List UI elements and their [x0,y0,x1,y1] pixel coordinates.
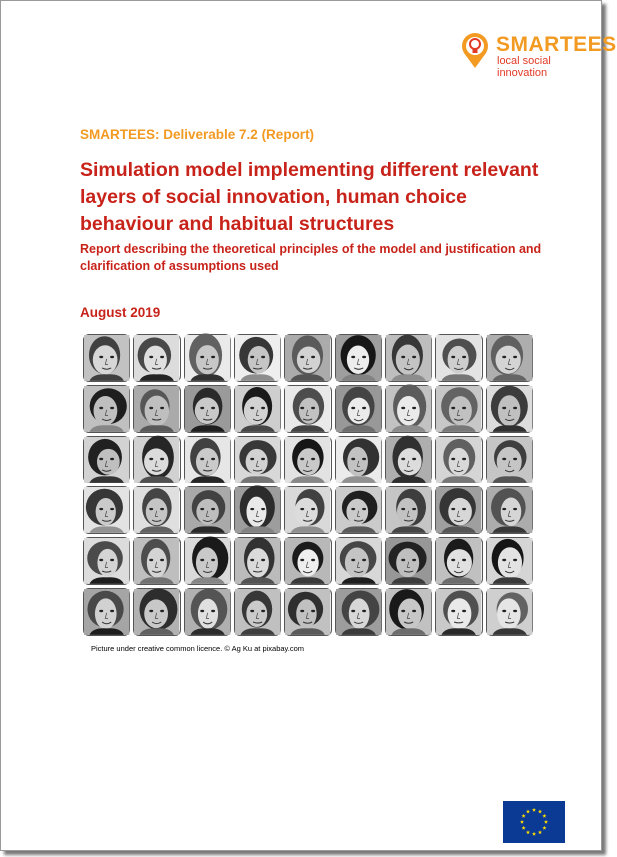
portrait-collage [83,334,533,636]
portrait-tile [184,537,231,585]
portrait-tile [83,385,130,433]
eu-star [526,830,530,834]
portrait-tile [83,436,130,484]
portrait-tile [385,385,432,433]
portrait-tile [284,486,331,534]
lightbulb-pin-icon [459,31,491,69]
portrait-tile [335,334,382,382]
portrait-tile [83,537,130,585]
portrait-tile [184,486,231,534]
portrait-tile [435,385,482,433]
portrait-tile [83,588,130,636]
eu-star [538,809,542,813]
eu-star [542,814,546,818]
eu-star [520,820,524,824]
portrait-tile [335,588,382,636]
image-credit: Picture under creative common licence. © Ag Ku at pixabay.com [91,644,304,653]
logo-title: SMARTEES [496,33,617,56]
portrait-tile [83,486,130,534]
portrait-tile [435,588,482,636]
portrait-tile [284,588,331,636]
portrait-tile [435,436,482,484]
portrait-tile [234,334,281,382]
portrait-tile [284,436,331,484]
logo-tagline: local social innovation [497,55,551,79]
portrait-tile [184,436,231,484]
portrait-tile [234,486,281,534]
portrait-tile [133,588,180,636]
portrait-tile [385,486,432,534]
portrait-tile [486,588,533,636]
portrait-tile [184,334,231,382]
portrait-tile [284,385,331,433]
eu-star [522,826,526,830]
portrait-tile [335,385,382,433]
deliverable-label: SMARTEES: Deliverable 7.2 (Report) [80,127,315,142]
eu-flag-icon [503,801,565,843]
portrait-tile [335,436,382,484]
report-date: August 2019 [80,305,161,320]
eu-star [544,820,548,824]
portrait-tile [234,588,281,636]
eu-star [522,814,526,818]
smartees-logo [459,31,617,79]
portrait-tile [385,436,432,484]
portrait-tile [335,486,382,534]
eu-star [542,826,546,830]
portrait-tile [234,385,281,433]
portrait-tile [234,537,281,585]
portrait-tile [133,436,180,484]
portrait-tile [435,486,482,534]
portrait-tile [486,436,533,484]
portrait-tile [486,334,533,382]
report-subtitle: Report describing the theoretical principles of the model and justification and clarification of assumptions used [80,242,542,273]
portrait-tile [385,588,432,636]
portrait-tile [385,334,432,382]
portrait-tile [335,537,382,585]
portrait-tile [133,537,180,585]
portrait-tile [435,537,482,585]
portrait-tile [284,334,331,382]
report-title: Simulation model implementing different relevant layers of social innovation, human choice behaviour and habitual structures [80,159,539,235]
portrait-tile [83,334,130,382]
portrait-tile [385,537,432,585]
eu-star [538,830,542,834]
portrait-tile [435,334,482,382]
portrait-tile [133,486,180,534]
portrait-tile [486,537,533,585]
portrait-tile [184,385,231,433]
portrait-tile [133,334,180,382]
portrait-tile [284,537,331,585]
portrait-tile [234,436,281,484]
portrait-tile [133,385,180,433]
eu-star [532,808,536,812]
portrait-tile [486,385,533,433]
eu-star [532,832,536,836]
portrait-tile [486,486,533,534]
portrait-tile [184,588,231,636]
eu-star [526,809,530,813]
